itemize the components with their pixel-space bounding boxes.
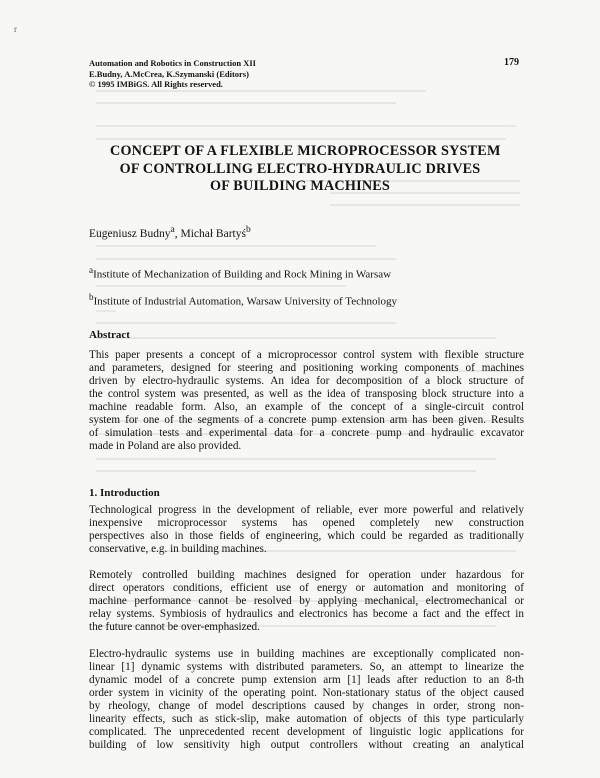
body-paragraph [89, 504, 524, 556]
text-line: perspectives also in those fields of engineering, which could be regarded as traditionally [89, 530, 524, 543]
header-line: E.Budny, A.McCrea, K.Szymanski (Editors) [89, 68, 249, 79]
header-line: Automation and Robotics in Construction XII [89, 58, 256, 68]
text-line: the future cannot be over-emphasized. [89, 621, 260, 634]
corner-mark: r [14, 24, 17, 34]
text-line: conservative, e.g. in building machines. [89, 543, 267, 556]
text-line: by rheology, change of model descriptions caused by changes in order, strong non- [89, 700, 524, 713]
affiliation [89, 292, 397, 308]
introduction-heading: 1. Introduction [89, 487, 160, 499]
author-superscript: a [170, 224, 175, 235]
abstract-heading: Abstract [89, 329, 130, 341]
header-line: © 1995 IMBiGS. All Rights reserved. [89, 79, 223, 89]
text-line: dynamic model of a concrete pump extension arm [1] leads after reduction to an 8-th [89, 674, 524, 687]
text-line: made in Poland are also provided. [89, 440, 242, 453]
author-superscript: b [245, 224, 251, 235]
running-header [89, 58, 519, 90]
title-line: OF BUILDING MACHINES [209, 178, 391, 194]
affiliation-text: Institute of Mechanization of Building and Rock Mining in Warsaw [93, 268, 392, 281]
text-line: relay systems. Symbiosis of hydraulics and electronics has become a fact and the effect in [89, 608, 524, 621]
title-line: CONCEPT OF A FLEXIBLE MICROPROCESSOR SYSTEM [110, 143, 501, 159]
abstract-paragraph [89, 349, 524, 453]
body-paragraph [89, 569, 524, 634]
body-paragraph [89, 648, 524, 752]
text-line: Technological progress in the development of reliable, ever more powerful and relatively [89, 504, 524, 516]
text-line: complicated. The unprecedented recent development of linguistic logic applications for [89, 726, 524, 739]
text-line: Remotely controlled building machines designed for operation under hazardous for [89, 569, 524, 581]
text-line: machine performance cannot be resolved by applying mechanical, electromechanical or [89, 595, 524, 608]
text-line: This paper presents a concept of a microprocessor control system with flexible structure [89, 349, 524, 361]
text-line: the control system was presented, as well as the idea of transposing block structure into a [89, 388, 524, 401]
author-name: Eugeniusz Budny [89, 227, 171, 240]
text-line: order system in vicinity of the operating point. Non-stationary status of the object caused [89, 687, 524, 700]
text-line: building of low sensitivity high output controllers without creating an analytical [89, 739, 524, 752]
title-line: OF CONTROLLING ELECTRO-HYDRAULIC DRIVES [119, 160, 481, 177]
page-number: 179 [504, 57, 519, 68]
text-line: linear [1] dynamic systems with distributed parameters. So, an attempt to linearize the [89, 661, 524, 674]
text-line: driven by electro-hydraulic systems. An idea for decomposition of a block structure of [89, 375, 524, 388]
affiliation [89, 265, 391, 281]
text-line: machine readable form. Also, an example of the concept of a single-circuit control [89, 401, 524, 414]
text-line: linearity effects, such as stick-slip, make automation of objects of this type particularly [89, 713, 524, 726]
text-line: direct operators conditions, efficient use of energy or automation and monitoring of [89, 582, 524, 595]
author-separator: , [174, 227, 181, 240]
text-line: and parameters, designed for steering and positioning working components of machines [89, 362, 524, 375]
text-line: Electro-hydraulic systems use in building machines are exceptionally complicated non- [89, 648, 524, 660]
author-list [89, 224, 251, 240]
affiliation-text: Institute of Industrial Automation, Warsaw University of Technology [93, 295, 398, 308]
paper-title [110, 143, 501, 196]
affiliation-superscript: a [89, 265, 94, 275]
author-name: Michał Bartyś [180, 227, 246, 240]
text-line: inexpensive microprocessor systems has opened completely new construction [89, 517, 524, 530]
text-line: of simulation tests and experimental data for a concrete pump and hydraulic excavator [89, 427, 524, 440]
text-line: system for one of the segments of a concrete pump extension arm has been given. Results [89, 414, 524, 427]
affiliation-superscript: b [89, 292, 94, 302]
